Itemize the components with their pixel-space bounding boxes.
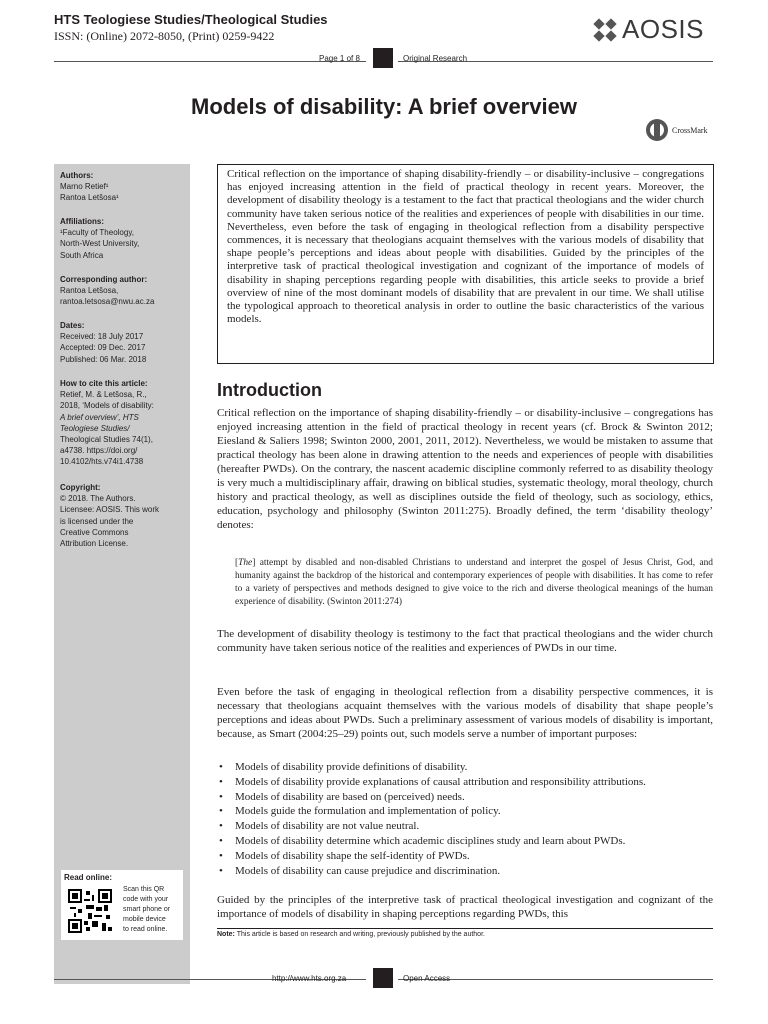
affiliations-block [60, 216, 188, 261]
citation-line: Teologiese Studies/ [60, 423, 130, 433]
copyright-line: © 2018. The Authors. [60, 494, 136, 504]
dates-block [60, 320, 188, 365]
section-heading-introduction: Introduction [217, 380, 322, 400]
list-item: • Models of disability are based on (perceived) needs. [217, 790, 713, 805]
read-online-box [61, 870, 183, 940]
scan-line: smart phone or [123, 906, 171, 913]
quote-lead: The [238, 558, 253, 568]
footnote-divider [217, 928, 713, 929]
body-paragraph: Even before the task of engaging in theological reflection from a disability perspective commences, it is necessary that theologians acquaint themselves with the various models of disability that shape people’s perceptions and ideas about PWDs. Such a preliminary assessment of various models of disability is important, because, as Smart (2004:25–29) points out, such models serve a number of important purposes: [217, 686, 713, 740]
copyright-line: Creative Commons [60, 527, 129, 537]
open-access-label: Open Access [403, 974, 451, 983]
corresponding-email[interactable]: rantoa.letsosa@nwu.ac.za [60, 297, 155, 307]
citation-heading: How to cite this article: [60, 379, 148, 388]
list-item: • Models of disability provide definitions of disability. [217, 760, 713, 775]
header-block [373, 48, 393, 68]
citation-line: Retief, M. & Letšosa, R., [60, 390, 147, 400]
journal-title: HTS Teologiese Studies/Theological Studies [54, 12, 328, 27]
footer-block [373, 968, 393, 988]
crossmark-badge[interactable] [645, 118, 708, 142]
date-published: Published: 06 Mar. 2018 [60, 354, 147, 364]
affiliation-line: South Africa [60, 250, 104, 260]
body-paragraph: Guided by the principles of the interpretive task of practical theological investigation and cognizant of the importance of models of disability in shaping perceptions regarding PWDs, this [217, 894, 713, 920]
corresponding-heading: Corresponding author: [60, 275, 148, 284]
scan-instructions [123, 885, 181, 935]
scan-line: mobile device [123, 916, 166, 923]
author-name: Rantoa Letšosa¹ [60, 193, 119, 203]
quote-text: attempt by disabled and non-disabled Christians to understand and interpret the gospel of Jesus Christ, God, and humanity against the backdrop of the historical and contemporary experiences of people with disabilities. It has come to refer to a variety of perspectives and methods designed to give voice to the rich and diverse theological meanings of the human experience of disability. (Swinton 2011:274) [235, 558, 713, 607]
body-paragraph: The development of disability theology is testimony to the fact that practical theologians and the wider church community have taken serious notice of the realities and experiences of PWDs in our time. [217, 628, 713, 654]
footnote-label: Note: [217, 931, 235, 938]
read-online-heading: Read online: [64, 873, 113, 882]
scan-line: code with your [123, 896, 169, 903]
article-info-sidebar [54, 164, 190, 984]
copyright-heading: Copyright: [60, 483, 101, 492]
list-item: • Models of disability determine which academic disciplines study and learn about PWDs. [217, 834, 713, 849]
citation-doi[interactable]: a4738. https://doi.org/ [60, 446, 138, 456]
page-number: Page 1 of 8 [319, 54, 360, 63]
authors-block [60, 170, 188, 204]
authors-heading: Authors: [60, 171, 94, 180]
crossmark-label: CrossMark [672, 125, 708, 135]
footnote [217, 931, 485, 938]
citation-block [60, 378, 188, 468]
crossmark-icon [645, 118, 669, 142]
publisher-logo[interactable] [592, 14, 704, 45]
date-received: Received: 18 July 2017 [60, 332, 144, 342]
corresponding-author-block [60, 274, 188, 308]
copyright-block [60, 482, 188, 549]
scan-line: Scan this QR [123, 886, 165, 893]
author-name: Marno Retief¹ [60, 182, 109, 192]
affiliation-line: ¹Faculty of Theology, [60, 228, 134, 238]
journal-url-link[interactable]: http://www.hts.org.za [272, 974, 347, 983]
footnote-text: This article is based on research and writing, previously published by the author. [236, 931, 485, 938]
page-header-bar [0, 48, 768, 68]
abstract-box: Critical reflection on the importance of shaping disability-friendly – or disability-inclusive – congregations has enjoyed increasing attention in the field of practical theology in recent years. Moreover, the development of disability theology is a testament to the fact that practical theologians and the wider church community have taken serious notice of the realities and experiences of people with disabilities in our time. Nevertheless, even before the task of engaging in theological reflection from a disability perspective commences, it is necessary that theologians acquaint themselves with the various models of disability that shape people’s perceptions and ideas about people with disabilities. Guided by the principles of the interpretive task of practical theological investigation and cognizant of the importance of models of disability in shaping perceptions regarding people with disabilities, this article seeks to provide a brief overview of nine of the most dominant models of disability that are prevalent in our time. We shall utilise the typological approach to theoretical analysis in order to outline the basic characteristics of the various models. [217, 164, 714, 364]
affiliation-line: North-West University, [60, 239, 140, 249]
corresponding-name: Rantoa Letšosa, [60, 286, 119, 296]
date-accepted: Accepted: 09 Dec. 2017 [60, 343, 146, 353]
dates-heading: Dates: [60, 321, 85, 330]
article-title: Models of disability: A brief overview [191, 94, 577, 119]
list-item: • Models of disability shape the self-identity of PWDs. [217, 849, 713, 864]
citation-doi[interactable]: 10.4102/hts.v74i1.4738 [60, 457, 144, 467]
citation-line: 2018, ‘Models of disability: [60, 401, 154, 411]
aosis-mark-icon [592, 17, 618, 43]
qr-code-icon[interactable] [68, 889, 112, 933]
copyright-line: Licensee: AOSIS. This work [60, 505, 160, 515]
article-type: Original Research [403, 54, 468, 63]
copyright-line: Attribution License. [60, 539, 129, 549]
list-item: • Models of disability can cause prejudice and discrimination. [217, 864, 713, 879]
list-item: • Models guide the formulation and implementation of policy. [217, 804, 713, 819]
citation-line: A brief overview’, HTS [60, 412, 139, 422]
block-quote: [The] attempt by disabled and non-disabled Christians to understand and interpret the gospel of Jesus Christ, God, and humanity against the backdrop of the historical and contemporary experiences of people with disabilities. It has come to refer to a variety of perspectives and methods designed to give voice to the rich and diverse theological meanings of the human experience of disability. (Swinton 2011:274) [235, 558, 713, 607]
body-paragraph: Critical reflection on the importance of shaping disability-friendly – or disability-inclusive – congregations has enjoyed increasing attention in the field of practical theology in recent years (cf. Brock & Swinton 2012; Eiesland & Saliers 1998; Swinton 2000, 2001, 2011, 2012). Nevertheless, we would be mistaken to assume that practical theology has been alone in drawing attention to the needs and experiences of people with disabilities (hereafter PWDs). On the contrary, the nascent academic discipline commonly referred to as disability theology is very much a multidisciplinary affair, drawing on biblical studies, systematic theology, moral theology, church history and practical theology, as well as disciplines outside the field of theology, such as sociology, ethics, education, psychology and philosophy (Swinton 2011:275). Broadly defined, the term ‘disability theology’ denotes: [217, 407, 713, 531]
affiliations-heading: Affiliations: [60, 217, 104, 226]
scan-line: to read online. [123, 926, 168, 933]
logo-text: AOSIS [622, 14, 704, 44]
citation-line: Theological Studies 74(1), [60, 435, 153, 445]
list-item: • Models of disability provide explanations of causal attribution and responsibility attributions. [217, 775, 713, 790]
issn: ISSN: (Online) 2072-8050, (Print) 0259-9422 [54, 29, 275, 43]
copyright-line: is licensed under the [60, 516, 134, 526]
page-footer-bar [0, 968, 768, 988]
purposes-list [217, 760, 713, 878]
list-item: • Models of disability are not value neutral. [217, 819, 713, 834]
